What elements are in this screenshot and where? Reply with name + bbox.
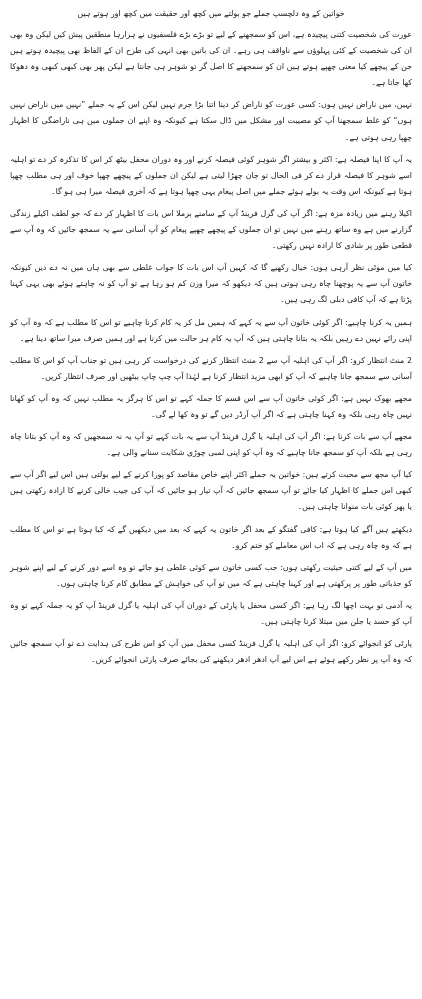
paragraph-love-me: کیا آپ مجھ سے محبت کرتے ہیں: خواتین یہ جملے اکثر اپنے خاص مقاصد کو پورا کرنے کے لیے بولتی ہیں اس لیے اگر آپ سے کبھی اس جملے کا اظہار کیا جائے تو آپ سمجھ جائیں کہ آپ تیار ہو جائیں کہ آپ کی جیب خالی کرنے کا ارادہ رکھتی ہیں یا پھر کوئی بات منوانا چاہتی ہیں۔	[10, 470, 412, 512]
paragraph-need-to-talk: مجھے آپ سے بات کرنا ہے: اگر آپ کی اہلیہ یا گرل فرینڈ آپ سے یہ بات کہے تو آپ یہ نہ سمجھیں کہ وہ آپ کو بتانا چاہ رہی ہے بلکہ آپ کو سمجھ جانا چاہیے کہ وہ آپ کو اپنی لمبی چوڑی شکایت سنانے والی ہے۔	[10, 432, 412, 458]
paragraph-two-minutes: 2 منٹ انتظار کرو: اگر آپ کی اہلیہ آپ سے 2 منٹ انتظار کرنے کی درخواست کر رہی ہیں تو جناب آپ کو اس کا مطلب آسانی سے سمجھ جانا چاہیے کہ آپ کو ابھی مزید انتظار کرنا ہے لہٰذا آپ چپ چاپ بیٹھیں اور صرف انتظار کریں۔	[10, 355, 412, 381]
paragraph-your-decision: یہ آپ کا اپنا فیصلہ ہے: اکثر و بیشتر اگر شوہر کوئی فیصلہ کرنے اور وہ دوران محفل بیٹھ کر اس کا تذکرہ کر دے تو اہلیہ اسے شوہر کا فیصلہ قرار دے کر فی الحال تو جان چھڑا لیتی ہے لیکن ان جملوں کے پیچھے چھپا خوف اور ہی مطلب چھپا ہوتا ہے کیونکہ اس وقت یہ بولے ہوئے جملے میں اصل پیغام یہی چھپا ہوتا ہے کہ آخری فیصلہ میرا ہی ہو گا۔	[10, 154, 412, 196]
paragraph-see-later: دیکھتے ہیں آگے کیا ہوتا ہے: کافی گفتگو کے بعد اگر خاتون یہ کہے کہ بعد میں دیکھیں گے کہ کیا ہوتا ہے تو اس کا مطلب ہے کہ وہ چاہ رہی ہے کہ اب اس معاملے کو ختم کرو۔	[10, 524, 412, 550]
paragraph-we-should: ہمیں یہ کرنا چاہیے: اگر کوئی خاتون آپ سے یہ کہے کہ ہمیں مل کر یہ کام کرنا چاہیے تو اس کا مطلب ہے کہ وہ آپ کو اپنی رائے نہیں دے رہیں بلکہ یہ بتانا چاہتی ہیں کہ آپ یہ کام ہر حالت میں کرنا ہے اور ہمیں صرف میرا ساتھ دینا ہے۔	[10, 317, 412, 343]
paragraph-enjoy-party: پارٹی کو انجوائے کرو: اگر آپ کی اہلیہ یا گرل فرینڈ کسی محفل میں آپ کو اس طرح کی ہدایت دے تو آپ سمجھ جائیں کہ وہ آپ پر نظر رکھے ہوئے ہے اس لیے آپ ادھر ادھر دیکھنے کی بجائے صرف پارٹی انجوائے کریں۔	[10, 639, 412, 665]
paragraph-how-important: میں آپ کے لیے کتنی حیثیت رکھتی ہوں: جب کسی خاتون سے کوئی غلطی ہو جائے تو وہ اسے دور کرنے کے لیے اپنے شوہر کو جذباتی طور پر پرکھتی ہے اور کہنا چاہتی ہے کہ میں تو آپ کی خواہش کے مطابق کام کرنا چاہتی ہوں۔	[10, 562, 412, 588]
paragraph-alone: اکیلا رہنے میں زیادہ مزہ ہے: اگر آپ کی گرل فرینڈ آپ کے سامنے برملا اس بات کا اظہار کر دے کہ جو لطف اکیلے زندگی گزارنے میں ہے وہ ساتھ رہنے میں نہیں تو ان جملوں کے پیچھے چھپے پیغام کو آپ آسانی سے یہ سمجھ جائیں کہ وہ آپ سے قطعی طور پر شادی کا ارادہ نہیں رکھتی۔	[10, 208, 412, 251]
paragraph-look-fat: کیا میں موٹی نظر آرہی ہوں: خیال رکھیے گا کہ کہیں آپ اس بات کا جواب غلطی سے بھی ہاں میں نہ دے دیں کیونکہ خاتون آپ سے یہ پوچھنا چاہ رہی ہوتی ہیں کہ دیکھو کہ میرا وزن کم ہو رہا ہے تو آپ کو نہ چاہتے ہوئے بھی یہی کہنا پڑتا ہے کہ آپ کافی دبلی لگ رہی ہیں۔	[10, 263, 412, 305]
paragraph-good-looking-man: یہ آدمی تو بہت اچھا لگ رہا ہے: اگر کسی محفل یا پارٹی کے دوران آپ کی اہلیہ یا گرل فرینڈ آپ کو یہ جملہ کہے تو وہ آپ کو حسد یا جلن میں مبتلا کرنا چاہتی ہیں۔	[10, 600, 412, 626]
paragraph-intro: عورت کی شخصیت کتنی پیچیدہ ہے، اس کو سمجھنے کے لیے تو بڑے بڑے فلسفیوں نے ہزارہا منطقیں پیش کیں لیکن وہ بھی ان کی شخصیت کے کئی پہلوؤں سے ناواقف ہی رہے۔ ان کی باتیں بھی انہی کی طرح ان کے الفاظ بھی پیچیدہ ہوتے ہیں جن کے پیچھے کیا معنی چھپے ہوتے ہیں ان کو سمجھنے کا اصل گر تو شوہر ہی جانتا ہے لیکن پھر بھی کبھی کبھی وہ دھوکا کھا جاتا ہے۔	[10, 30, 412, 88]
article-title: خواتین کے وہ دلچسپ جملے جو بولتے میں کچھ اور حقیقت میں کچھ اور ہوتے ہیں	[77, 9, 345, 18]
paragraph-not-angry: نہیں، میں ناراض نہیں ہوں: کسی عورت کو ناراض کر دینا اتنا بڑا جرم نہیں لیکن اس کے یہ جملے ”نہیں میں ناراض نہیں ہوں“ کو غلط سمجھنا آپ کو مصیبت اور مشکل میں ڈال سکتا ہے کیونکہ وہ اپنے ان جملوں میں ہی ناراضگی کا اظہار چھپا رہی ہوتی ہے۔	[10, 100, 412, 142]
paragraph-not-hungry: مجھے بھوک نہیں ہے: اگر کوئی خاتون آپ سے اس قسم کا جملہ کہے تو اس کا ہرگز یہ مطلب نہیں کہ وہ آپ کو کھانا نہیں چاہ رہی بلکہ وہ کہنا چاہتی ہے کہ اگر آپ آرڈر دیں گے تو وہ کھا لے گی۔	[10, 393, 412, 419]
